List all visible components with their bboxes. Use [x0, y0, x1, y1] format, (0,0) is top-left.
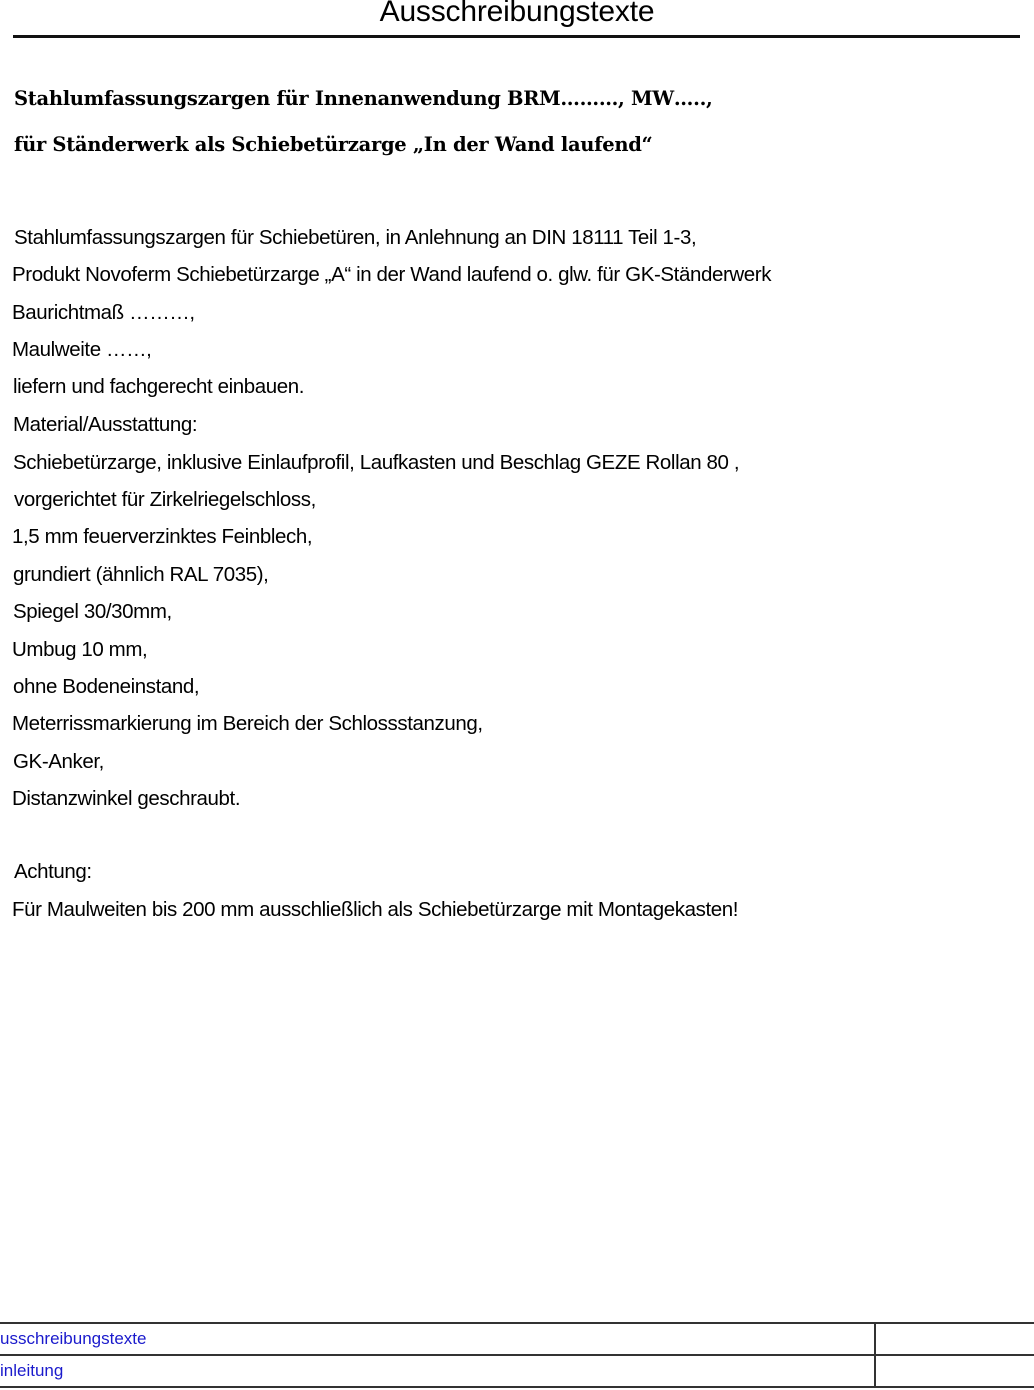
- body-line: GK-Anker,: [13, 750, 104, 773]
- body-line: 1,5 mm feuerverzinktes Feinblech,: [12, 525, 313, 548]
- section-heading-line-1: Stahlumfassungszargen für Innenanwendung BRM………, MW…..,: [14, 87, 713, 110]
- body-line: Schiebetürzarge, inklusive Einlaufprofil, Laufkasten und Beschlag GEZE Rollan 80 ,: [13, 451, 740, 474]
- title-divider: [13, 35, 1020, 38]
- body-line: grundiert (ähnlich RAL 7035),: [13, 563, 269, 586]
- footer-value-cell: [875, 1355, 1034, 1387]
- body-line: Produkt Novoferm Schiebetürzarge „A“ in der Wand laufend o. glw. für GK-Ständerwerk: [12, 263, 772, 286]
- body-line: Meterrissmarkierung im Bereich der Schlossstanzung,: [12, 712, 483, 735]
- footer-link-ausschreibungstexte[interactable]: usschreibungstexte: [0, 1329, 147, 1348]
- section-heading-line-2: für Ständerwerk als Schiebetürzarge „In der Wand laufend“: [14, 133, 653, 156]
- footer-link-einleitung[interactable]: inleitung: [0, 1361, 64, 1380]
- note-label: Achtung:: [14, 860, 92, 883]
- body-line: vorgerichtet für Zirkelriegelschloss,: [14, 488, 316, 511]
- footer-navigation-table: [0, 1322, 1034, 1388]
- body-line: liefern und fachgerecht einbauen.: [13, 375, 305, 398]
- footer-link-cell: [0, 1323, 875, 1355]
- body-line: ohne Bodeneinstand,: [13, 675, 200, 698]
- footer-value-cell: [875, 1323, 1034, 1355]
- body-line: Maulweite ……,: [12, 338, 152, 361]
- body-line: Material/Ausstattung:: [13, 413, 198, 436]
- footer-link-cell: [0, 1355, 875, 1387]
- note-text: Für Maulweiten bis 200 mm ausschließlich als Schiebetürzarge mit Montagekasten!: [12, 898, 739, 921]
- body-line: Stahlumfassungszargen für Schiebetüren, in Anlehnung an DIN 18111 Teil 1-3,: [14, 226, 697, 249]
- footer-row: [0, 1355, 1034, 1387]
- body-line: Umbug 10 mm,: [12, 638, 148, 661]
- body-line: Baurichtmaß ………,: [12, 301, 195, 324]
- body-line: Distanzwinkel geschraubt.: [12, 787, 241, 810]
- page-title: Ausschreibungstexte: [379, 0, 655, 28]
- body-line: Spiegel 30/30mm,: [13, 600, 172, 623]
- footer-row: [0, 1323, 1034, 1355]
